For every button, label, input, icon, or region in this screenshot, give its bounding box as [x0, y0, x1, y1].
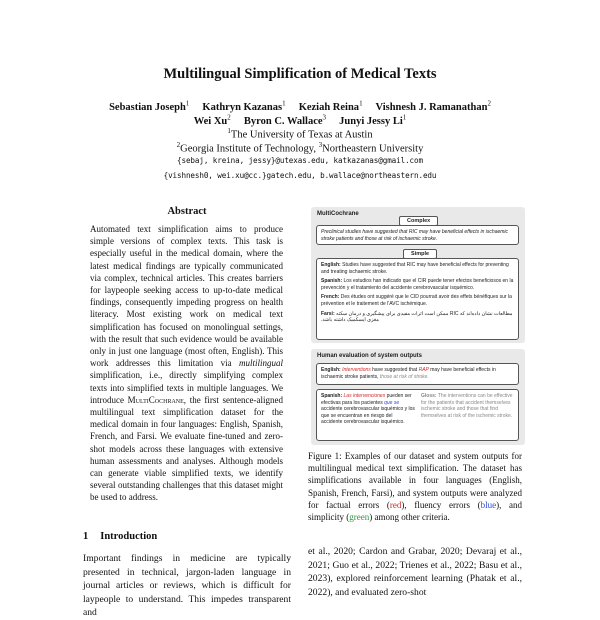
email-line-2: {vishnesh0, wei.xu@cc.}gatech.edu, b.wallace@northeastern.edu [163, 171, 437, 180]
author: Sebastian Joseph$^1$ [109, 99, 190, 113]
abstract-heading: Abstract [167, 206, 207, 217]
simple-item-french: French: Des études ont suggéré que le CID pourrait avoir des effets bénéfiques sur la prévention et le traitement de l'AVC ischémique. [321, 294, 512, 307]
figure-dataset-panel [311, 207, 525, 343]
right-column-text: et al., 2020; Cardon and Grabar, 2020; Devaraj et al., 2021; Guo et al., 2022; Trienes et al., 2022; Basu et al., 2023), explored reinforcement learning (Phatak et al., 2022), and evaluated zero-shot [308, 546, 522, 598]
complex-box: Preclinical studies have suggested that RIC may have beneficial effects in ischaemic stroke patients and those at risk of ischaemic stroke. [316, 225, 519, 245]
figure-caption: Figure 1: Examples of our dataset and system outputs for multilingual medical text simplification. The dataset has simplifications available in four languages (English, Spanish, French, Farsi), and system outputs were analyzed for factual errors (red), fluency errors (blue), and simplicity (green) among other criteria. [308, 451, 522, 523]
affiliation-1: $^1$The University of Texas at Austin [227, 127, 373, 141]
paper-title: Multilingual Simplification of Medical Texts [163, 66, 437, 82]
intro-text: Important findings in medicine are typically presented in technical, jargon-laden language in journal articles or reviews, which is difficult for laypeople to understand. This impedes transparent and [83, 553, 291, 618]
author: Kathryn Kazanas$^1$ [202, 99, 286, 113]
human-eval-label: Human evaluation of system outputs [317, 353, 423, 359]
abstract-text: Automated text simplification aims to produce simple versions of complex texts. This task is especially useful in the medical domain, where the latest medical findings are typically communicated via complex, technical articles. This creates barriers for laypeople seeking access to up-to-date medical findings, consequently impeding progress on health literacy. Most existing work on medical text simplification has focused on monolingual settings, with the result that such evidence would be available only in just one language (most often, English). This work addresses this limitation via multilingual simplification, i.e., directly simplifying complex texts into simplified texts in multiple languages. We introduce MultiCochrane, the first sentence-aligned multilingual text simplification dataset for the medical domain in four languages: English, Spanish, French, and Farsi. We evaluate fine-tuned and zero-shot models across these languages with extensive human assessments and analyses. Although models can generate viable simplified texts, we identify several outstanding challenges that this dataset might be used to address. [90, 224, 283, 503]
section-heading: 1 Introduction [83, 531, 158, 542]
figure-eval-panel [311, 349, 525, 445]
figure-dataset-label: MultiCochrane [317, 211, 359, 217]
simple-item-farsi: Farsi: مطالعات نشان داده‌اند که RIC ممکن است اثرات مفیدی برای پیشگیری و درمان سکته مغزی ایسکمیک داشته باشد. [321, 310, 513, 324]
author: Wei Xu$^2$ [193, 113, 231, 127]
complex-label: Complex [399, 216, 438, 226]
simple-item-spanish: Spanish: Los estudios han indicado que el CIR puede tener efectos beneficiosos en la prevención y el tratamiento del accidente cerebrovascular isquémico. [321, 278, 514, 291]
simple-box [316, 258, 519, 340]
email-line-1: {sebaj, kreina, jessy}@utexas.edu, katkazanas@gmail.com [177, 156, 423, 165]
eval-spanish-text: Spanish: Las intervenciones pueden ser efectivas para los pacientes que se accidente cerebrovascular isquémico y los que se encuentran en riesgo del accidente cerebrovascular isquémico. [321, 393, 415, 426]
simple-label: Simple [403, 249, 437, 259]
author: Byron C. Wallace$^3$ [243, 113, 327, 127]
eval-spanish-box [316, 389, 519, 441]
author: Vishnesh J. Ramanathan$^2$ [375, 99, 491, 113]
simple-item-english: English: Studies have suggested that RIC may have beneficial effects for preventing and treating ischaemic stroke. [321, 262, 509, 275]
affiliation-2: $^2$Georgia Institute of Technology, $^3$Northeastern University [176, 141, 424, 155]
eval-english-box: English: Interventions have suggested that RAP may have beneficial effects in ischaemic stroke patients, those at risk of stroke. [316, 363, 519, 385]
eval-gloss-text: Gloss: The interventions can be effective for the patients that accident themselves ischemic stroke and those that find themselves at risk of the ischemic stroke. [421, 393, 513, 419]
dataset-name: MultiCochrane [127, 394, 184, 405]
author: Keziah Reina$^1$ [298, 99, 363, 113]
author: Junyi Jessy Li$^1$ [339, 113, 407, 127]
